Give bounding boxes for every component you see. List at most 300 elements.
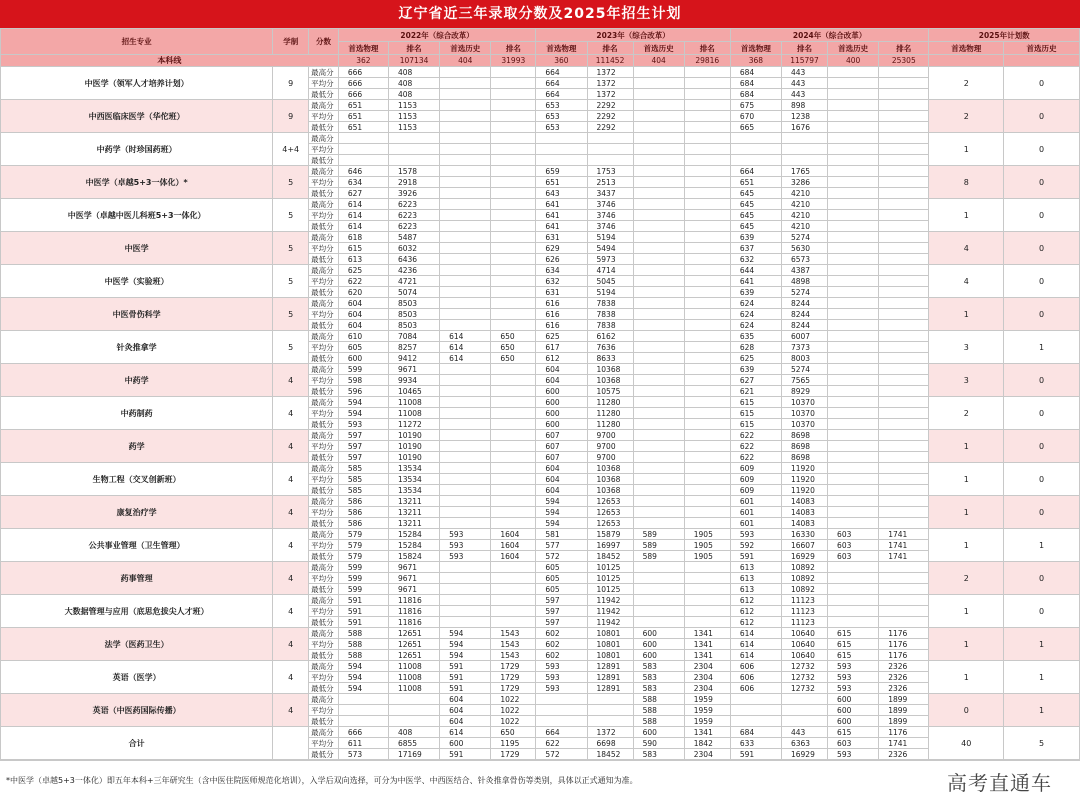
score-cell: 645 [730, 210, 781, 221]
score-cell: 583 [633, 749, 684, 760]
score-cell [491, 122, 536, 133]
score-cell [879, 320, 929, 331]
plan-physics: 1 [929, 529, 1004, 562]
program-years: 4 [273, 529, 309, 562]
score-cell [828, 177, 879, 188]
score-cell [879, 507, 929, 518]
score-cell [684, 276, 730, 287]
score-cell: 7084 [388, 331, 439, 342]
score-cell: 3746 [587, 199, 633, 210]
score-cell [828, 573, 879, 584]
score-type-label: 平均分 [309, 177, 339, 188]
header-history: 首选历史 [828, 42, 879, 55]
score-cell: 614 [440, 353, 491, 364]
score-cell: 603 [828, 529, 879, 540]
score-cell: 1741 [879, 551, 929, 562]
score-cell: 616 [536, 298, 587, 309]
score-type-label: 平均分 [309, 408, 339, 419]
score-cell [684, 177, 730, 188]
score-cell [730, 694, 781, 705]
score-cell: 8698 [781, 430, 827, 441]
score-cell: 7565 [781, 375, 827, 386]
score-cell [440, 584, 491, 595]
score-cell: 599 [338, 562, 388, 573]
score-cell: 651 [338, 100, 388, 111]
score-cell: 598 [338, 375, 388, 386]
score-cell: 443 [781, 67, 827, 78]
score-cell: 604 [338, 309, 388, 320]
score-cell [536, 155, 587, 166]
score-cell: 588 [338, 639, 388, 650]
score-cell: 5274 [781, 232, 827, 243]
score-cell: 12653 [587, 518, 633, 529]
score-cell [633, 496, 684, 507]
score-cell: 579 [338, 540, 388, 551]
score-cell [440, 89, 491, 100]
score-cell: 4721 [388, 276, 439, 287]
score-cell [536, 694, 587, 705]
plan-physics: 4 [929, 265, 1004, 298]
score-cell [879, 265, 929, 276]
score-cell: 10370 [781, 419, 827, 430]
score-cell: 443 [781, 78, 827, 89]
score-cell [879, 485, 929, 496]
score-cell: 3746 [587, 210, 633, 221]
header-physics: 首选物理 [536, 42, 587, 55]
score-cell: 585 [338, 485, 388, 496]
score-type-label: 最低分 [309, 518, 339, 529]
score-cell: 594 [338, 397, 388, 408]
score-cell: 650 [491, 353, 536, 364]
page-title: 辽宁省近三年录取分数及2025年招生计划 [0, 0, 1080, 28]
plan-physics: 3 [929, 331, 1004, 364]
score-cell [587, 694, 633, 705]
score-type-label: 平均分 [309, 111, 339, 122]
score-cell: 16330 [781, 529, 827, 540]
score-cell: 10190 [388, 452, 439, 463]
baseline-value: 107134 [388, 55, 439, 67]
score-cell: 1959 [684, 705, 730, 716]
score-cell: 11123 [781, 595, 827, 606]
header-history: 首选历史 [1004, 42, 1080, 55]
plan-physics: 2 [929, 100, 1004, 133]
score-cell: 617 [536, 342, 587, 353]
score-cell: 603 [828, 738, 879, 749]
score-cell [828, 309, 879, 320]
score-cell: 15284 [388, 540, 439, 551]
score-cell: 10368 [587, 375, 633, 386]
table-row [1, 397, 1080, 408]
score-cell: 1153 [388, 111, 439, 122]
score-cell: 604 [536, 485, 587, 496]
score-cell: 651 [338, 111, 388, 122]
program-name: 法学（医药卫生） [1, 628, 273, 661]
score-cell [491, 265, 536, 276]
program-group [1, 661, 1080, 694]
score-cell: 10640 [781, 639, 827, 650]
score-cell: 8244 [781, 320, 827, 331]
score-cell [828, 210, 879, 221]
score-cell: 604 [536, 463, 587, 474]
baseline-plan [929, 55, 1004, 67]
plan-history: 0 [1004, 265, 1080, 298]
score-cell: 11008 [388, 397, 439, 408]
score-cell: 620 [338, 287, 388, 298]
score-cell: 603 [828, 551, 879, 562]
score-cell: 1176 [879, 727, 929, 738]
score-type-label: 最高分 [309, 397, 339, 408]
score-cell [491, 287, 536, 298]
score-cell: 10640 [781, 628, 827, 639]
plan-history: 1 [1004, 628, 1080, 661]
baseline-value: 360 [536, 55, 587, 67]
program-name: 合计 [1, 727, 273, 760]
plan-physics: 1 [929, 199, 1004, 232]
score-cell: 1543 [491, 650, 536, 661]
score-cell: 604 [536, 364, 587, 375]
score-cell [828, 419, 879, 430]
score-cell [684, 221, 730, 232]
score-type-label: 最高分 [309, 67, 339, 78]
score-cell [684, 419, 730, 430]
score-cell: 10125 [587, 573, 633, 584]
score-type-label: 最高分 [309, 463, 339, 474]
score-cell [684, 342, 730, 353]
score-cell: 591 [730, 551, 781, 562]
score-cell: 579 [338, 551, 388, 562]
score-cell: 594 [536, 496, 587, 507]
score-cell [633, 617, 684, 628]
header-score: 分数 [309, 29, 339, 55]
score-cell: 2304 [684, 672, 730, 683]
score-cell [491, 441, 536, 452]
score-cell: 2326 [879, 683, 929, 694]
score-cell: 11942 [587, 617, 633, 628]
score-cell [440, 122, 491, 133]
table-row [1, 67, 1080, 78]
score-cell: 11920 [781, 485, 827, 496]
score-cell: 1022 [491, 716, 536, 727]
score-cell: 594 [338, 408, 388, 419]
table-header [1, 29, 1080, 55]
score-cell: 8503 [388, 309, 439, 320]
score-cell: 10892 [781, 562, 827, 573]
watermark: 高考直通车 [947, 771, 1052, 795]
plan-physics: 2 [929, 67, 1004, 100]
score-cell: 599 [338, 584, 388, 595]
score-cell [781, 716, 827, 727]
score-cell [633, 111, 684, 122]
score-cell: 612 [730, 617, 781, 628]
score-cell [828, 67, 879, 78]
score-cell [828, 100, 879, 111]
score-cell: 644 [730, 265, 781, 276]
score-cell: 2304 [684, 661, 730, 672]
score-type-label: 最低分 [309, 617, 339, 628]
score-cell [440, 155, 491, 166]
score-cell [781, 155, 827, 166]
score-type-label: 最低分 [309, 221, 339, 232]
program-name: 中医学（卓越中医儿科班5+3一体化） [1, 199, 273, 232]
score-cell [828, 199, 879, 210]
score-cell: 589 [633, 540, 684, 551]
baseline-value: 404 [633, 55, 684, 67]
score-cell [684, 474, 730, 485]
score-type-label: 最低分 [309, 551, 339, 562]
score-cell [440, 452, 491, 463]
score-cell: 628 [730, 342, 781, 353]
score-cell: 12891 [587, 683, 633, 694]
score-cell [828, 122, 879, 133]
score-cell [684, 441, 730, 452]
score-cell: 606 [730, 672, 781, 683]
score-type-label: 最高分 [309, 628, 339, 639]
score-cell: 13211 [388, 518, 439, 529]
score-cell [440, 463, 491, 474]
plan-physics: 8 [929, 166, 1004, 199]
score-type-label: 最低分 [309, 155, 339, 166]
program-name: 中医学（卓越5+3一体化）* [1, 166, 273, 199]
score-cell: 6573 [781, 254, 827, 265]
score-cell: 589 [633, 529, 684, 540]
score-cell [684, 89, 730, 100]
score-cell [491, 89, 536, 100]
score-cell [338, 694, 388, 705]
score-cell: 588 [633, 705, 684, 716]
program-group [1, 133, 1080, 166]
score-cell: 408 [388, 89, 439, 100]
score-cell [684, 111, 730, 122]
score-cell: 5973 [587, 254, 633, 265]
score-cell: 11816 [388, 595, 439, 606]
plan-history: 0 [1004, 133, 1080, 166]
score-type-label: 最低分 [309, 188, 339, 199]
score-cell [491, 474, 536, 485]
score-cell [879, 89, 929, 100]
score-cell: 639 [730, 364, 781, 375]
score-cell: 13211 [388, 507, 439, 518]
score-cell: 10640 [781, 650, 827, 661]
score-cell [684, 375, 730, 386]
score-type-label: 平均分 [309, 78, 339, 89]
score-cell [879, 67, 929, 78]
score-cell: 1022 [491, 694, 536, 705]
score-cell: 1905 [684, 540, 730, 551]
score-cell: 597 [536, 595, 587, 606]
program-years: 9 [273, 100, 309, 133]
score-cell: 666 [338, 67, 388, 78]
score-cell [440, 419, 491, 430]
plan-history: 5 [1004, 727, 1080, 760]
score-cell: 7838 [587, 309, 633, 320]
score-cell [491, 364, 536, 375]
score-cell: 594 [440, 650, 491, 661]
score-cell: 616 [536, 309, 587, 320]
plan-history: 0 [1004, 232, 1080, 265]
score-type-label: 最低分 [309, 650, 339, 661]
score-cell: 610 [338, 331, 388, 342]
score-cell [536, 133, 587, 144]
score-cell: 591 [440, 749, 491, 760]
score-cell [633, 177, 684, 188]
program-group [1, 694, 1080, 727]
score-cell [633, 342, 684, 353]
score-cell: 11123 [781, 606, 827, 617]
table-row [1, 694, 1080, 705]
score-cell [633, 452, 684, 463]
score-cell [440, 265, 491, 276]
score-cell: 653 [536, 111, 587, 122]
baseline-value: 362 [338, 55, 388, 67]
score-cell [633, 155, 684, 166]
score-cell: 15284 [388, 529, 439, 540]
score-cell: 7838 [587, 320, 633, 331]
score-cell [828, 386, 879, 397]
score-cell: 583 [633, 672, 684, 683]
program-years: 4+4 [273, 133, 309, 166]
score-cell [828, 397, 879, 408]
plan-history: 0 [1004, 430, 1080, 463]
score-cell: 6007 [781, 331, 827, 342]
score-cell [633, 408, 684, 419]
score-cell [587, 155, 633, 166]
score-cell: 6032 [388, 243, 439, 254]
score-cell [828, 298, 879, 309]
plan-history: 0 [1004, 298, 1080, 331]
score-cell: 624 [730, 309, 781, 320]
score-cell: 622 [338, 276, 388, 287]
score-cell [633, 562, 684, 573]
score-cell [684, 144, 730, 155]
score-cell [828, 496, 879, 507]
score-cell: 12651 [388, 650, 439, 661]
table-row [1, 628, 1080, 639]
score-type-label: 平均分 [309, 639, 339, 650]
score-cell: 16929 [781, 551, 827, 562]
score-type-label: 最低分 [309, 287, 339, 298]
score-cell [879, 100, 929, 111]
score-cell: 1341 [684, 639, 730, 650]
score-cell [879, 133, 929, 144]
score-cell [879, 617, 929, 628]
baseline-section [1, 55, 1080, 67]
program-years: 4 [273, 397, 309, 430]
plan-history: 0 [1004, 67, 1080, 100]
score-cell [633, 386, 684, 397]
score-cell [828, 463, 879, 474]
score-cell [338, 705, 388, 716]
plan-history: 0 [1004, 199, 1080, 232]
score-cell: 615 [828, 639, 879, 650]
score-cell: 10892 [781, 584, 827, 595]
score-cell [684, 617, 730, 628]
score-cell: 639 [730, 287, 781, 298]
score-cell [730, 133, 781, 144]
score-cell: 2513 [587, 177, 633, 188]
baseline-value: 404 [440, 55, 491, 67]
score-cell [633, 188, 684, 199]
plan-history: 1 [1004, 331, 1080, 364]
score-cell: 8698 [781, 441, 827, 452]
score-cell: 593 [536, 672, 587, 683]
score-cell [633, 375, 684, 386]
score-cell: 1341 [684, 727, 730, 738]
score-cell: 616 [536, 320, 587, 331]
score-cell: 670 [730, 111, 781, 122]
score-cell: 11816 [388, 606, 439, 617]
score-cell [633, 89, 684, 100]
score-cell [491, 243, 536, 254]
score-cell [879, 518, 929, 529]
plan-physics: 4 [929, 232, 1004, 265]
score-cell: 12732 [781, 683, 827, 694]
score-cell: 593 [440, 551, 491, 562]
score-cell: 615 [730, 419, 781, 430]
score-cell [633, 397, 684, 408]
plan-history: 0 [1004, 463, 1080, 496]
program-years: 4 [273, 595, 309, 628]
score-cell: 6223 [388, 221, 439, 232]
score-cell: 3926 [388, 188, 439, 199]
score-type-label: 最低分 [309, 122, 339, 133]
score-cell: 614 [338, 210, 388, 221]
score-cell [536, 705, 587, 716]
score-cell: 6363 [781, 738, 827, 749]
score-type-label: 平均分 [309, 573, 339, 584]
score-cell: 1899 [879, 716, 929, 727]
score-cell: 3286 [781, 177, 827, 188]
score-cell: 11942 [587, 606, 633, 617]
score-cell [491, 298, 536, 309]
score-cell: 3437 [587, 188, 633, 199]
program-name: 康复治疗学 [1, 496, 273, 529]
score-cell [440, 298, 491, 309]
score-cell [338, 155, 388, 166]
plan-physics: 1 [929, 430, 1004, 463]
score-cell: 627 [338, 188, 388, 199]
program-group [1, 364, 1080, 397]
score-cell: 612 [536, 353, 587, 364]
score-cell: 6436 [388, 254, 439, 265]
score-cell [879, 386, 929, 397]
score-cell: 1899 [879, 705, 929, 716]
score-type-label: 平均分 [309, 672, 339, 683]
score-cell: 615 [828, 727, 879, 738]
score-cell: 588 [633, 716, 684, 727]
score-cell: 605 [536, 573, 587, 584]
score-type-label: 平均分 [309, 342, 339, 353]
plan-history: 0 [1004, 166, 1080, 199]
plan-physics: 2 [929, 562, 1004, 595]
score-cell: 614 [440, 727, 491, 738]
score-cell [828, 452, 879, 463]
plan-history: 0 [1004, 364, 1080, 397]
score-cell [440, 573, 491, 584]
score-cell: 591 [338, 595, 388, 606]
score-cell: 591 [338, 617, 388, 628]
score-cell: 664 [730, 166, 781, 177]
score-cell: 11008 [388, 661, 439, 672]
score-cell: 609 [730, 463, 781, 474]
score-cell: 600 [536, 408, 587, 419]
score-cell: 10801 [587, 650, 633, 661]
program-name: 英语（中医药国际传播） [1, 694, 273, 727]
program-group [1, 430, 1080, 463]
score-cell: 9671 [388, 573, 439, 584]
score-cell: 14083 [781, 507, 827, 518]
score-cell: 593 [828, 749, 879, 760]
score-cell: 602 [536, 628, 587, 639]
